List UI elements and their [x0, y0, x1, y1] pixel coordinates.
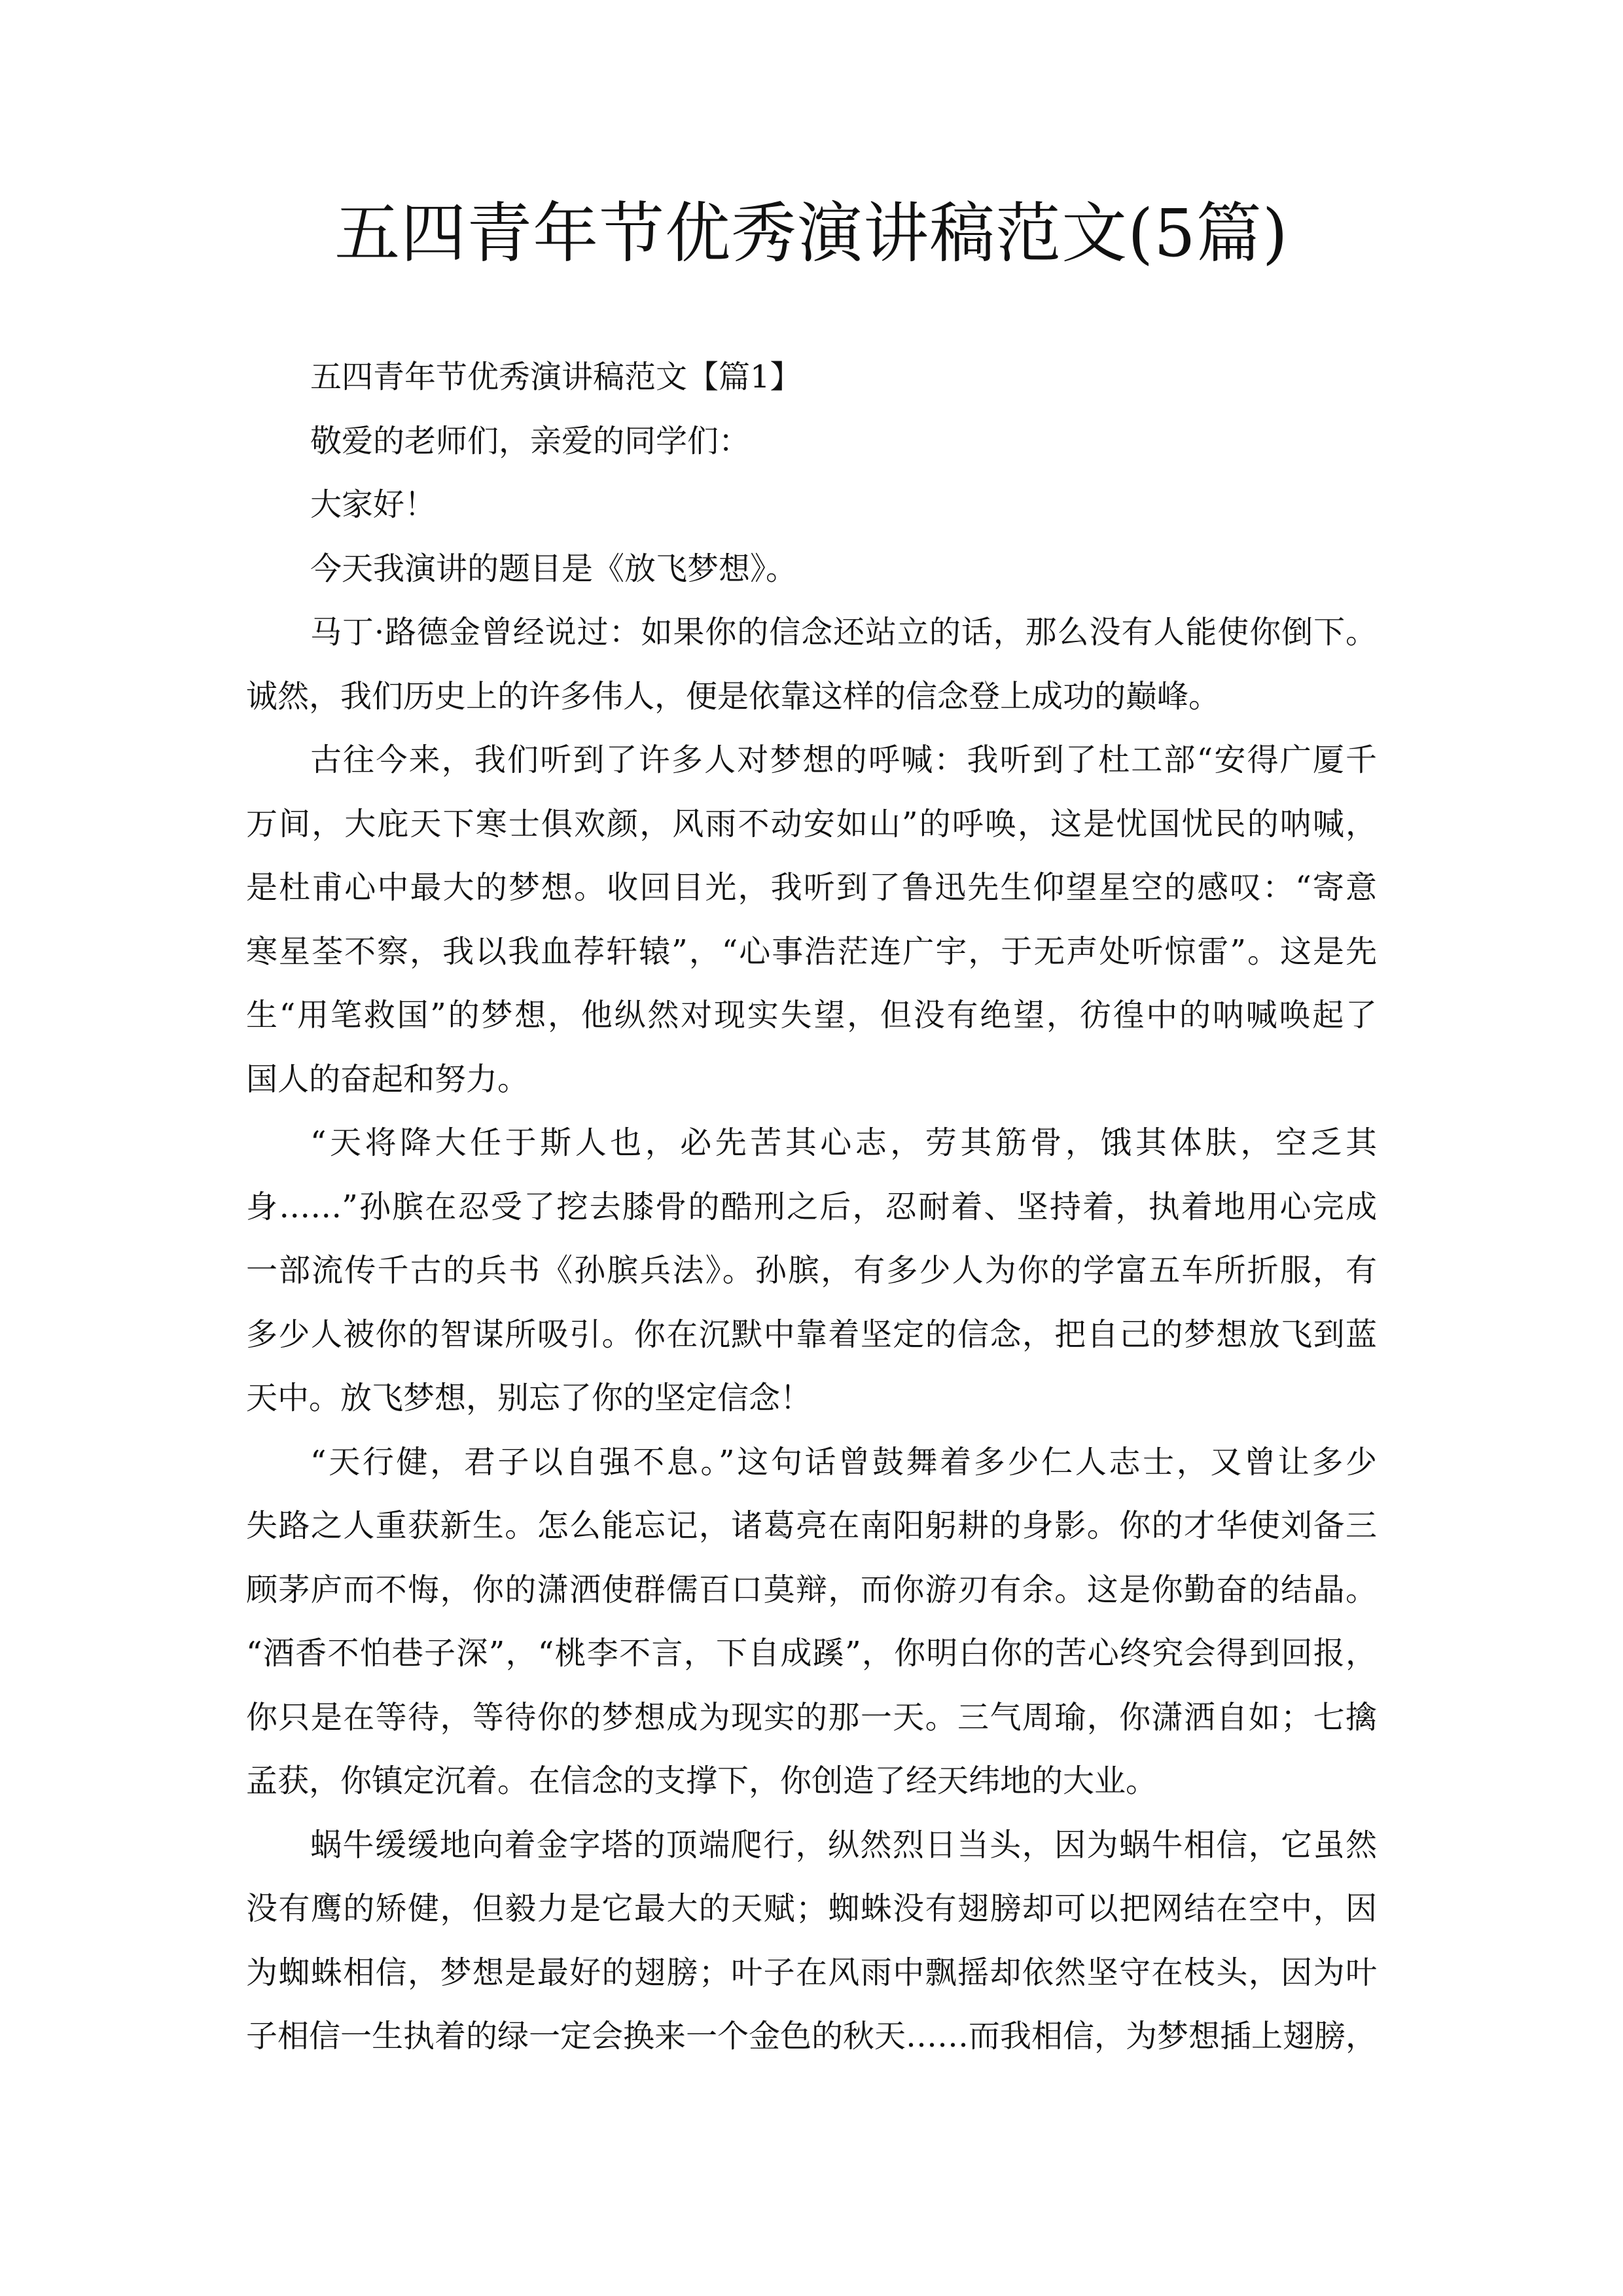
document-body	[246, 346, 1377, 2069]
paragraph-line: 你只是在等待，等待你的梦想成为现实的那一天。三气周瑜，你潇洒自如；七擒	[246, 1698, 1377, 1736]
paragraph-line: 诚然，我们历史上的许多伟人，便是依靠这样的信念登上成功的巅峰。	[246, 677, 1221, 715]
paragraph-line: 马丁·路德金曾经说过：如果你的信念还站立的话，那么没有人能使你倒下。	[310, 614, 1377, 651]
paragraph	[246, 601, 1377, 728]
document-title: 五四青年节优秀演讲稿范文(5篇)	[334, 195, 1289, 272]
paragraph-line: 子相信一生执着的绿一定会换来一个金色的秋天……而我相信，为梦想插上翅膀，	[246, 2018, 1378, 2054]
paragraph-line: 是杜甫心中最大的梦想。收回目光，我听到了鲁迅先生仰望星空的感叹：“寄意	[246, 869, 1377, 906]
paragraph-line: “天行健，君子以自强不息。”这句话曾鼓舞着多少仁人志士，又曾让多少	[310, 1443, 1377, 1480]
paragraph-line: 古往今来，我们听到了许多人对梦想的呼喊：我听到了杜工部“安得广厦千	[310, 742, 1377, 778]
paragraph-line: 孟获，你镇定沉着。在信念的支撑下，你创造了经天纬地的大业。	[246, 1763, 1158, 1799]
paragraph-line: “天将降大任于斯人也，必先苦其心志，劳其筋骨，饿其体肤，空乏其	[310, 1124, 1377, 1161]
paragraph-line: 没有鹰的矫健，但毅力是它最大的天赋；蜘蛛没有翅膀却可以把网结在空中，因	[246, 1890, 1377, 1927]
paragraph-line: 今天我演讲的题目是《放飞梦想》。	[310, 550, 798, 587]
paragraph-line: 万间，大庇天下寒士俱欢颜，风雨不动安如山”的呼唤，这是忧国忧民的呐喊，	[246, 805, 1377, 842]
paragraph-line: 身……”孙膑在忍受了挖去膝骨的酷刑之后，忍耐着、坚持着，执着地用心完成	[246, 1188, 1377, 1225]
paragraph-line: 寒星荃不察，我以我血荐轩辕”，“心事浩茫连广宇，于无声处听惊雷”。这是先	[246, 933, 1377, 970]
paragraph	[246, 410, 1377, 474]
paragraph-line: 一部流传千古的兵书《孙膑兵法》。孙膑，有多少人为你的学富五车所折服，有	[246, 1252, 1377, 1289]
paragraph	[246, 1431, 1377, 1814]
paragraph-line: 生“用笔救国”的梦想，他纵然对现实失望，但没有绝望，彷徨中的呐喊唤起了	[246, 997, 1377, 1033]
paragraph-line: 五四青年节优秀演讲稿范文【篇1】	[310, 359, 802, 395]
paragraph	[246, 346, 1377, 410]
paragraph-line: 多少人被你的智谋所吸引。你在沉默中靠着坚定的信念，把自己的梦想放飞到蓝	[246, 1316, 1377, 1353]
paragraph-line: 国人的奋起和努力。	[246, 1060, 529, 1098]
paragraph-line: 天中。放飞梦想，别忘了你的坚定信念！	[246, 1380, 812, 1416]
paragraph	[246, 1111, 1377, 1431]
paragraph-line: 蜗牛缓缓地向着金字塔的顶端爬行，纵然烈日当头，因为蜗牛相信，它虽然	[310, 1826, 1377, 1863]
paragraph	[246, 728, 1377, 1111]
paragraph-line: 顾茅庐而不悔，你的潇洒使群儒百口莫辩，而你游刃有余。这是你勤奋的结晶。	[246, 1571, 1377, 1608]
paragraph-line: 失路之人重获新生。怎么能忘记，诸葛亮在南阳躬耕的身影。你的才华使刘备三	[246, 1507, 1377, 1544]
paragraph-line: 敬爱的老师们，亲爱的同学们：	[310, 422, 751, 459]
paragraph	[246, 537, 1377, 601]
paragraph-line: 大家好！	[310, 486, 437, 523]
paragraph	[246, 1814, 1377, 2069]
paragraph	[246, 473, 1377, 537]
paragraph-line: “酒香不怕巷子深”，“桃李不言，下自成蹊”，你明白你的苦心终究会得到回报，	[246, 1635, 1377, 1672]
paragraph-line: 为蜘蛛相信，梦想是最好的翅膀；叶子在风雨中飘摇却依然坚守在枝头，因为叶	[246, 1954, 1377, 1991]
